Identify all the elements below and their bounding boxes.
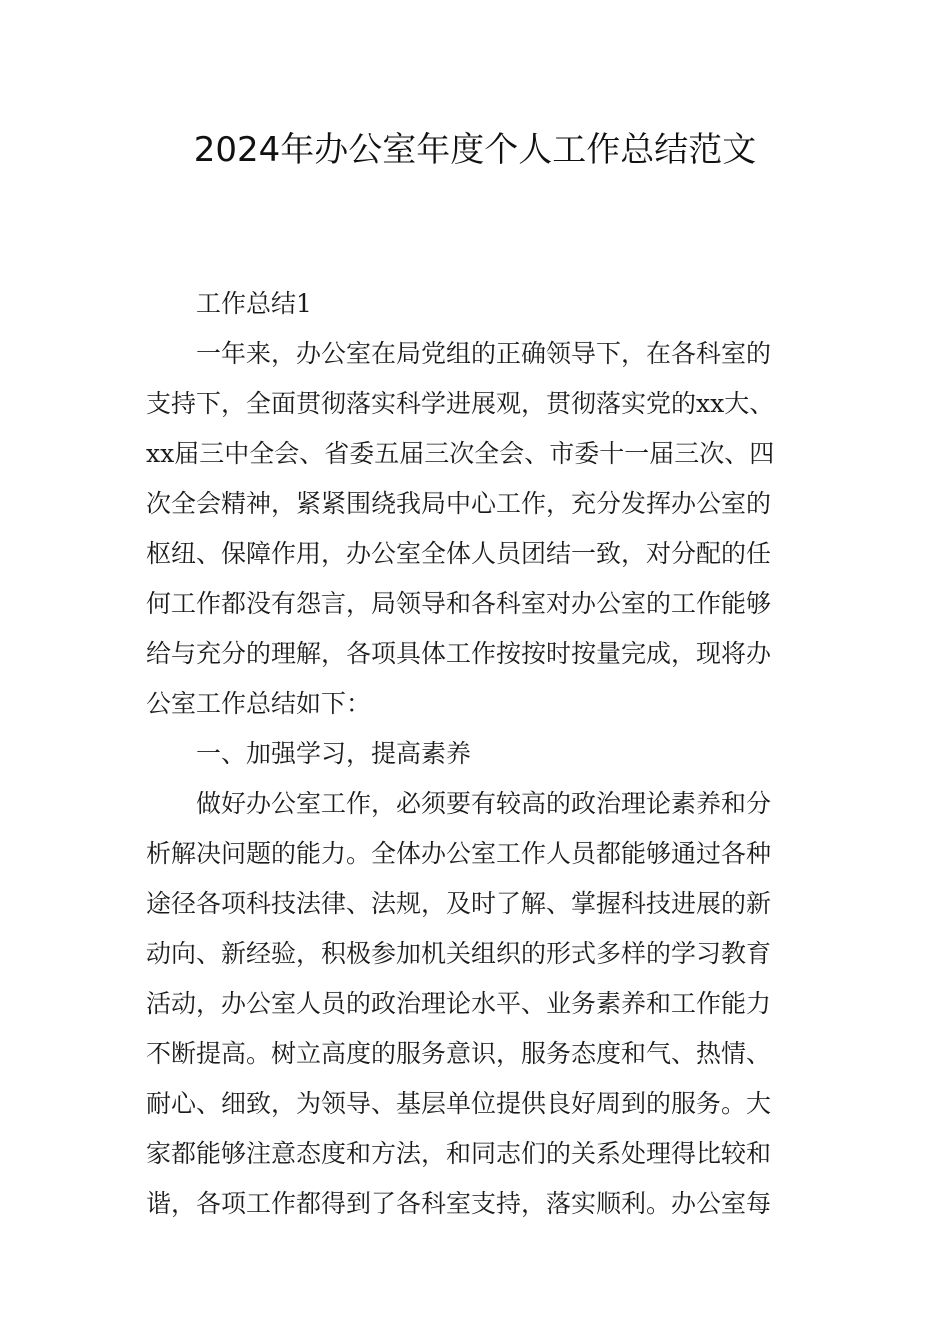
body-line: 家都能够注意态度和方法，和同志们的关系处理得比较和 <box>146 1139 772 1168</box>
body-line: 次全会精神，紧紧围绕我局中心工作，充分发挥办公室的 <box>146 489 772 518</box>
body-line: 途径各项科技法律、法规，及时了解、掌握科技进展的新 <box>146 889 772 918</box>
body-line: 支持下，全面贯彻落实科学进展观，贯彻落实党的xx大、 <box>146 389 775 418</box>
body-line: 不断提高。树立高度的服务意识，服务态度和气、热情、 <box>146 1039 772 1068</box>
body-line: 何工作都没有怨言，局领导和各科室对办公室的工作能够 <box>146 589 772 618</box>
body-line: 动向、新经验，积极参加机关组织的形式多样的学习教育 <box>146 939 772 968</box>
body-line: 谐，各项工作都得到了各科室支持，落实顺利。办公室每 <box>146 1189 772 1218</box>
body-line: 析解决问题的能力。全体办公室工作人员都能够通过各种 <box>146 839 772 868</box>
body-line: 一年来，办公室在局党组的正确领导下，在各科室的 <box>196 339 772 368</box>
section-label: 工作总结1 <box>196 289 312 318</box>
body-line: 给与充分的理解，各项具体工作按按时按量完成，现将办 <box>146 639 772 668</box>
document-title: 2024年办公室年度个人工作总结范文 <box>193 130 757 170</box>
body-line: 耐心、细致，为领导、基层单位提供良好周到的服务。大 <box>146 1089 772 1118</box>
body-line: 枢纽、保障作用，办公室全体人员团结一致，对分配的任 <box>146 539 772 568</box>
document-body <box>146 279 836 1229</box>
body-line: 活动，办公室人员的政治理论水平、业务素养和工作能力 <box>146 989 772 1018</box>
body-line: 公室工作总结如下： <box>146 689 372 718</box>
body-line: xx届三中全会、省委五届三次全会、市委十一届三次、四 <box>146 439 775 468</box>
section-heading: 一、加强学习，提高素养 <box>196 739 472 768</box>
body-line: 做好办公室工作，必须要有较高的政治理论素养和分 <box>196 789 772 818</box>
